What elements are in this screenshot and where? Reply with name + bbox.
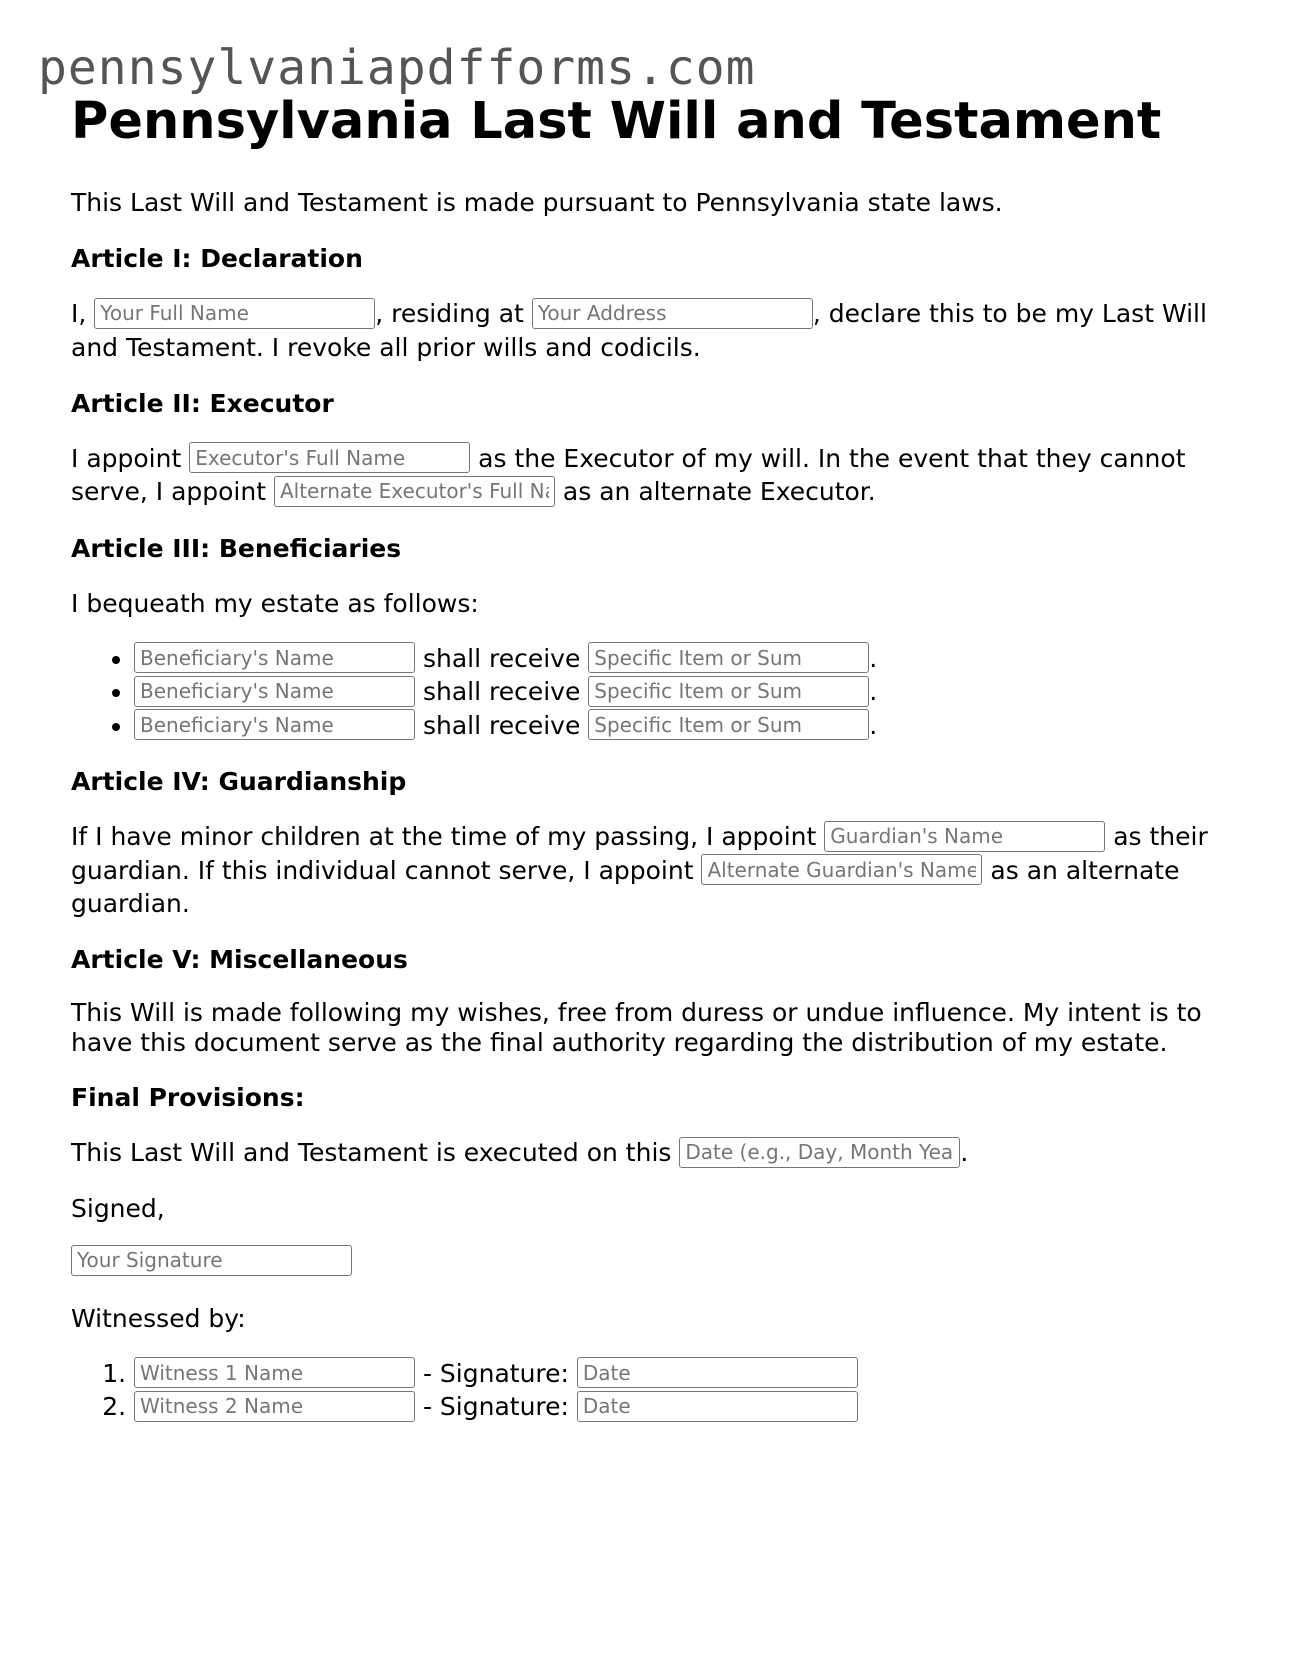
article-4-text-part: as an alternate guardian. bbox=[71, 855, 1180, 918]
list-item bbox=[134, 642, 1231, 676]
article-4-text-part: as their guardian. If this individual cannot serve, I appoint bbox=[71, 822, 1208, 885]
execution-text-part: This Last Will and Testament is executed on this bbox=[71, 1138, 680, 1167]
witness-date-field[interactable] bbox=[577, 1357, 858, 1388]
site-watermark: pennsylvaniapdfforms.com bbox=[38, 40, 756, 96]
executor-name-field[interactable] bbox=[189, 442, 470, 473]
execution-date-field[interactable] bbox=[679, 1137, 960, 1168]
signed-label: Signed, bbox=[71, 1193, 165, 1223]
will-document bbox=[71, 92, 1231, 1424]
period-text: . bbox=[869, 677, 878, 706]
article-5-text: This Will is made following my wishes, free from duress or undue influence. My intent is to have this document serve as the final authority regarding the distribution of my estate. bbox=[71, 998, 1202, 1057]
beneficiary-name-field[interactable] bbox=[134, 676, 415, 707]
period-text: . bbox=[869, 643, 878, 673]
shall-receive-text: shall receive bbox=[415, 710, 589, 740]
article-1-text bbox=[71, 297, 1231, 364]
witness-list bbox=[71, 1357, 1231, 1424]
signature-label: - Signature: bbox=[415, 1358, 577, 1388]
period-text: . bbox=[869, 710, 878, 740]
execution-text-part: . bbox=[960, 1138, 969, 1167]
article-2-text-part: I appoint bbox=[71, 443, 190, 473]
article-2-text-part: as the Executor of my will. In the event that they cannot serve, I appoint bbox=[71, 443, 1186, 506]
bequest-item-field[interactable] bbox=[588, 709, 869, 740]
signature-label: - Signature: bbox=[415, 1392, 577, 1421]
article-4-heading: Article IV: Guardianship bbox=[71, 767, 407, 796]
article-4-text bbox=[71, 820, 1231, 920]
execution-date-text bbox=[71, 1136, 1231, 1170]
shall-receive-text: shall receive bbox=[415, 643, 589, 673]
list-item bbox=[134, 709, 1231, 743]
list-item bbox=[134, 1357, 1231, 1391]
signature-row bbox=[71, 1247, 1231, 1280]
article-5-heading: Article V: Miscellaneous bbox=[71, 945, 408, 974]
intro-text: This Last Will and Testament is made pursuant to Pennsylvania state laws. bbox=[71, 188, 1003, 217]
alternate-guardian-field[interactable] bbox=[701, 854, 982, 885]
alternate-executor-field[interactable] bbox=[274, 476, 555, 507]
list-item bbox=[134, 1390, 1231, 1424]
article-1-heading: Article I: Declaration bbox=[71, 244, 363, 273]
address-field[interactable] bbox=[532, 298, 813, 329]
guardian-name-field[interactable] bbox=[824, 821, 1105, 852]
bequest-item-field[interactable] bbox=[588, 642, 869, 673]
article-1-text-part: , residing at bbox=[375, 299, 532, 328]
article-1-text-part: I, bbox=[71, 299, 95, 328]
witness-name-field[interactable] bbox=[134, 1391, 415, 1422]
article-3-heading: Article III: Beneficiaries bbox=[71, 533, 402, 563]
list-item bbox=[134, 675, 1231, 709]
full-name-field[interactable] bbox=[94, 298, 375, 329]
shall-receive-text: shall receive bbox=[415, 677, 589, 706]
article-2-heading: Article II: Executor bbox=[71, 388, 334, 418]
article-3-lead: I bequeath my estate as follows: bbox=[71, 588, 479, 618]
article-4-text-part: If I have minor children at the time of my passing, I appoint bbox=[71, 822, 825, 851]
witness-date-field[interactable] bbox=[577, 1391, 858, 1422]
witnessed-label: Witnessed by: bbox=[71, 1303, 246, 1333]
beneficiary-name-field[interactable] bbox=[134, 642, 415, 673]
beneficiary-name-field[interactable] bbox=[134, 709, 415, 740]
article-2-text-part: as an alternate Executor. bbox=[554, 477, 876, 506]
signature-field[interactable] bbox=[71, 1245, 352, 1276]
beneficiary-list bbox=[71, 642, 1231, 743]
final-provisions-heading: Final Provisions: bbox=[71, 1083, 305, 1112]
article-1-text-part: , declare this to be my Last Will and Testament. I revoke all prior wills and codicils. bbox=[71, 299, 1207, 362]
page-title: Pennsylvania Last Will and Testament bbox=[71, 92, 1162, 151]
bequest-item-field[interactable] bbox=[588, 676, 869, 707]
article-2-text bbox=[71, 442, 1231, 509]
witness-name-field[interactable] bbox=[134, 1357, 415, 1388]
